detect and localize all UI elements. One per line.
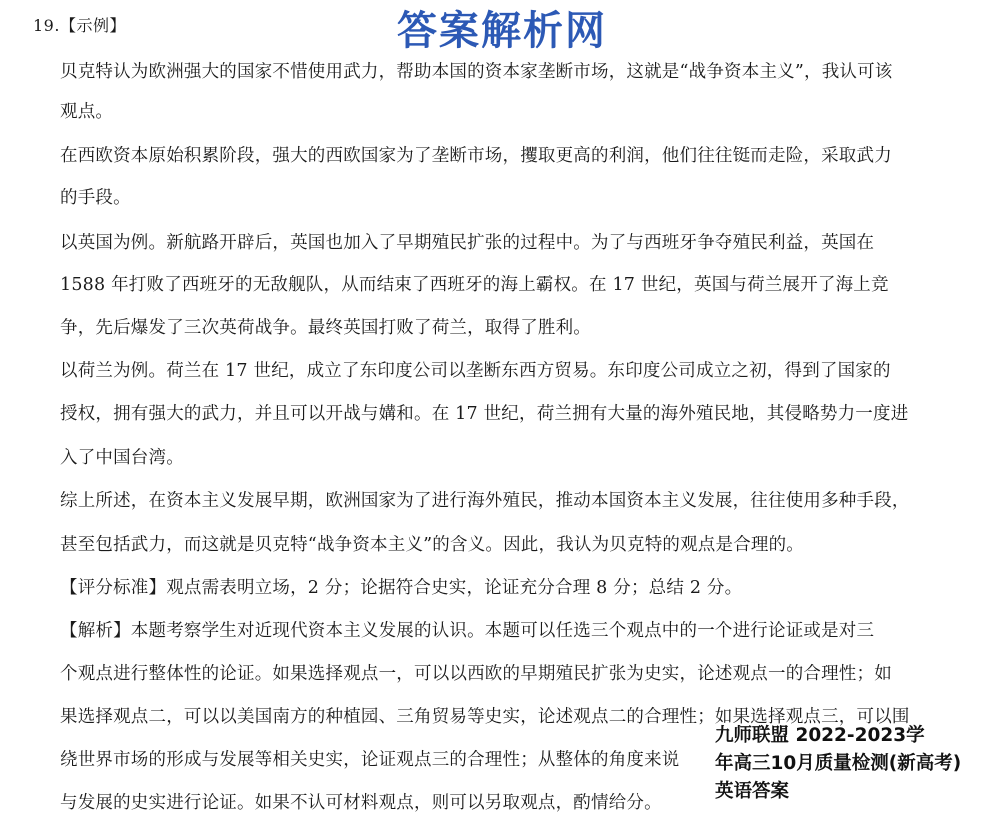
analysis-line: 与发展的史实进行论证。如果不认可材料观点，则可以另取观点，酌情给分。 <box>60 793 662 813</box>
stamp-line: 年高三10月质量检测(新高考) <box>715 753 962 774</box>
paragraph-line: 争，先后爆发了三次英荷战争。最终英国打败了荷兰，取得了胜利。 <box>60 318 591 338</box>
scoring-criteria: 【评分标准】观点需表明立场，2 分；论据符合史实，论证充分合理 8 分；总结 2 分。 <box>60 578 743 598</box>
paragraph-line: 综上所述，在资本主义发展早期，欧洲国家为了进行海外殖民，推动本国资本主义发展，往往使用多种手段， <box>60 491 910 511</box>
analysis-line: 果选择观点二，可以以美国南方的种植园、三角贸易等史实，论述观点二的合理性；如果选择观点三，可以围 <box>60 707 910 727</box>
paragraph-line: 授权，拥有强大的武力，并且可以开战与媾和。在 17 世纪，荷兰拥有大量的海外殖民地，其侵略势力一度进 <box>60 404 909 424</box>
paragraph-line: 以荷兰为例。荷兰在 17 世纪，成立了东印度公司以垄断东西方贸易。东印度公司成立之初，得到了国家的 <box>60 361 891 381</box>
paragraph-line: 在西欧资本原始积累阶段，强大的西欧国家为了垄断市场，攫取更高的利润，他们往往铤而走险，采取武力 <box>60 146 892 166</box>
stamp-line: 英语答案 <box>715 781 790 802</box>
paragraph-line: 1588 年打败了西班牙的无敌舰队，从而结束了西班牙的海上霸权。在 17 世纪，英国与荷兰展开了海上竞 <box>60 275 889 295</box>
analysis-line: 绕世界市场的形成与发展等相关史实，论证观点三的合理性；从整体的角度来说 <box>60 750 680 770</box>
paragraph-line: 甚至包括武力，而这就是贝克特“战争资本主义”的含义。因此，我认为贝克特的观点是合理的。 <box>60 535 804 555</box>
paragraph-line: 入了中国台湾。 <box>60 448 184 468</box>
question-label: 19.【示例】 <box>33 16 126 35</box>
source-stamp <box>715 722 987 806</box>
paragraph-line: 贝克特认为欧洲强大的国家不惜使用武力，帮助本国的资本家垄断市场，这就是“战争资本主义”，我认可该 <box>60 62 893 82</box>
watermark-title: 答案解析网 <box>397 8 607 54</box>
analysis-line: 个观点进行整体性的论证。如果选择观点一，可以以西欧的早期殖民扩张为史实，论述观点一的合理性；如 <box>60 664 892 684</box>
paragraph-line: 以英国为例。新航路开辟后，英国也加入了早期殖民扩张的过程中。为了与西班牙争夺殖民利益，英国在 <box>60 233 875 253</box>
paragraph-line: 观点。 <box>60 102 114 122</box>
analysis-line: 【解析】本题考察学生对近现代资本主义发展的认识。本题可以任选三个观点中的一个进行论证或是对三 <box>60 621 875 641</box>
stamp-line: 九师联盟 2022-2023学 <box>715 725 925 746</box>
paragraph-line: 的手段。 <box>60 188 131 208</box>
